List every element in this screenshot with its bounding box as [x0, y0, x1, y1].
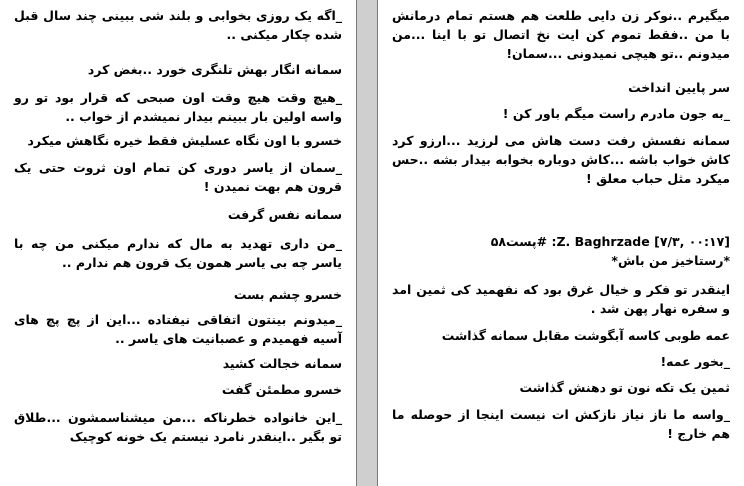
paragraph: سر پایین انداخت — [628, 80, 730, 95]
paragraph: _این خانواده خطرناکه ...من میشناسمشون ...طلاق تو بگیر ..اینقدر نامرد نیستم یک خونه کوچیک — [14, 410, 342, 444]
paragraph: سمانه نفس گرفت — [227, 207, 342, 222]
right-page — [378, 0, 744, 486]
left-page — [0, 0, 356, 486]
paragraph: _من داری تهدید به مال که ندارم میکنی من چه با یاسر چه بی یاسر همون یک قرون هم ندارم .. — [14, 236, 342, 270]
paragraph: _بخور عمه! — [660, 354, 730, 369]
paragraph: میگیرم ..نوکر زن دایی طلعت هم هستم تمام درمانش با من ..فقط تموم کن ایت نخ اتصال تو با اینا ...من میدونم ..تو هیچی نمیدونی ...سمان! — [392, 8, 730, 61]
paragraph: سمانه خجالت کشید — [222, 356, 342, 371]
post-header: [۰۰:۱۷ ,۷/۳] Z. Baghrzade: #پست۵۸ — [490, 234, 730, 249]
paragraph: _هیچ وقت هیچ وقت اون صبحی که قرار بود تو رو واسه اولین بار ببینم بیدار نمیشدم از خواب .. — [14, 90, 342, 124]
paragraph: اینقدر تو فکر و خیال غرق بود که نفهمید کی ثمین امد و سفره نهار پهن شد . — [392, 282, 730, 316]
paragraph: خسرو مطمئن گفت — [221, 382, 342, 397]
paragraph: سمانه نفسش رفت دست هاش می لرزید ...ارزو کرد کاش خواب باشه ...کاش دوباره بخوابه بیدار بشه ..حس میکرد مثل حباب معلق ! — [392, 133, 730, 186]
paragraph: _سمان از یاسر دوری کن تمام اون ثروت حتی یک قرون هم بهت نمیدن ! — [14, 160, 342, 194]
paragraph: عمه طوبی کاسه آبگوشت مقابل سمانه گذاشت — [441, 328, 730, 343]
paragraph: ثمین یک تکه نون تو دهنش گذاشت — [519, 380, 730, 395]
post-subtitle: *رستاخیز من باش* — [611, 253, 730, 268]
paragraph: _میدونم بینتون اتفاقی نیفتاده ...این از پچ پچ های آسیه فهمیدم و عصبانیت های یاسر .. — [14, 312, 342, 346]
paragraph: _واسه ما ناز نیاز نازکش ات نیست اینجا از حوصله ما هم خارج ! — [392, 407, 730, 441]
paragraph: خسرو چشم بست — [233, 287, 342, 302]
paragraph: سمانه انگار بهش تلنگری خورد ..بغض کرد — [87, 62, 342, 77]
book-gutter — [356, 0, 378, 486]
paragraph: خسرو با اون نگاه عسلیش فقط خیره نگاهش میکرد — [27, 133, 342, 148]
paragraph: _اگه یک روزی بخوابی و بلند شی ببینی چند سال قبل شده چکار میکنی .. — [14, 8, 342, 42]
paragraph: _به جون مادرم راست میگم باور کن ! — [502, 106, 730, 121]
page-edge-left — [356, 0, 357, 486]
